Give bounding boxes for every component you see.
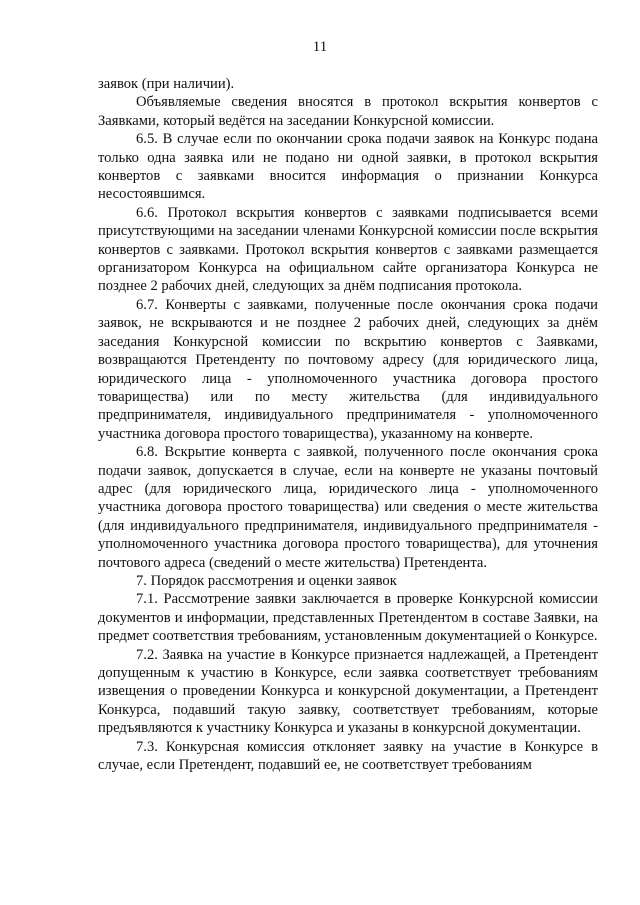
- page-number: 11: [312, 39, 328, 55]
- paragraph-6-5: 6.5. В случае если по окончании срока подачи заявок на Конкурс подана только одна заявка или не подано ни одной заявки, в протокол вскрытия конвертов с заявками вносится информация о признании Конкурса несостоявшимся.: [98, 131, 598, 203]
- paragraph-7-3: 7.3. Конкурсная комиссия отклоняет заявку на участие в Конкурсе в случае, если Претендент, подавший ее, не соответствует требованиям: [98, 738, 598, 774]
- paragraph: Объявляемые сведения вносятся в протокол вскрытия конвертов с Заявками, который ведётся на заседании Конкурсной комиссии.: [98, 94, 598, 129]
- paragraph-7-2: 7.2. Заявка на участие в Конкурсе признается надлежащей, а Претендент допущенным к участию в Конкурсе, если заявка соответствует требованиям извещения о проведении Конкурса и конкурсной документации, а Претендент Конкурса, подавший такую заявку, соответствует требованиям, которые предъявляются к участнику Конкурса и указаны в конкурсной документации.: [98, 646, 598, 737]
- paragraph-6-6: 6.6. Протокол вскрытия конвертов с заявками подписывается всеми присутствующими на заседании членами Конкурсной комиссии после вскрытия конвертов с заявками. Протокол вскрытия конвертов с заявками размещается организатором Конкурса на официальном сайте организатора Конкурса не позднее 2 рабочих дней, следующих за днём подписания протокола.: [98, 204, 598, 295]
- document-body: [98, 75, 598, 774]
- paragraph-6-7: 6.7. Конверты с заявками, полученные после окончания срока подачи заявок, не вскрываются и не позднее 2 рабочих дней, следующих за днём заседания Конкурсной комиссии по вскрытию конвертов с Заявками, возвращаются Претенденту по почтовому адресу (для юридического лица, юридического лица - уполномоченного участника договора простого товарищества) или по месту жительства (для индивидуального предпринимателя, индивидуального предпринимателя - уполномоченного участника договора простого товарищества), указанному на конверте.: [98, 296, 598, 442]
- section-heading: 7. Порядок рассмотрения и оценки заявок: [136, 572, 397, 589]
- paragraph-6-8: 6.8. Вскрытие конверта с заявкой, полученного после окончания срока подачи заявок, допускается в случае, если на конверте не указаны почтовый адрес (для юридического лица, юридического лица - уполномоченного участника договора простого товарищества) или сведения о месте жительства (для индивидуального предпринимателя, индивидуального предпринимателя - уполномоченного участника договора простого товарищества), для уточнения почтового адреса (сведений о месте жительства) Претендента.: [98, 444, 598, 571]
- paragraph-7-1: 7.1. Рассмотрение заявки заключается в проверке Конкурсной комиссии документов и информации, представленных Претендентом в составе Заявки, на предмет соответствия требованиям, установленным документацией о Конкурсе.: [98, 591, 598, 645]
- paragraph-continuation: заявок (при наличии).: [98, 76, 235, 92]
